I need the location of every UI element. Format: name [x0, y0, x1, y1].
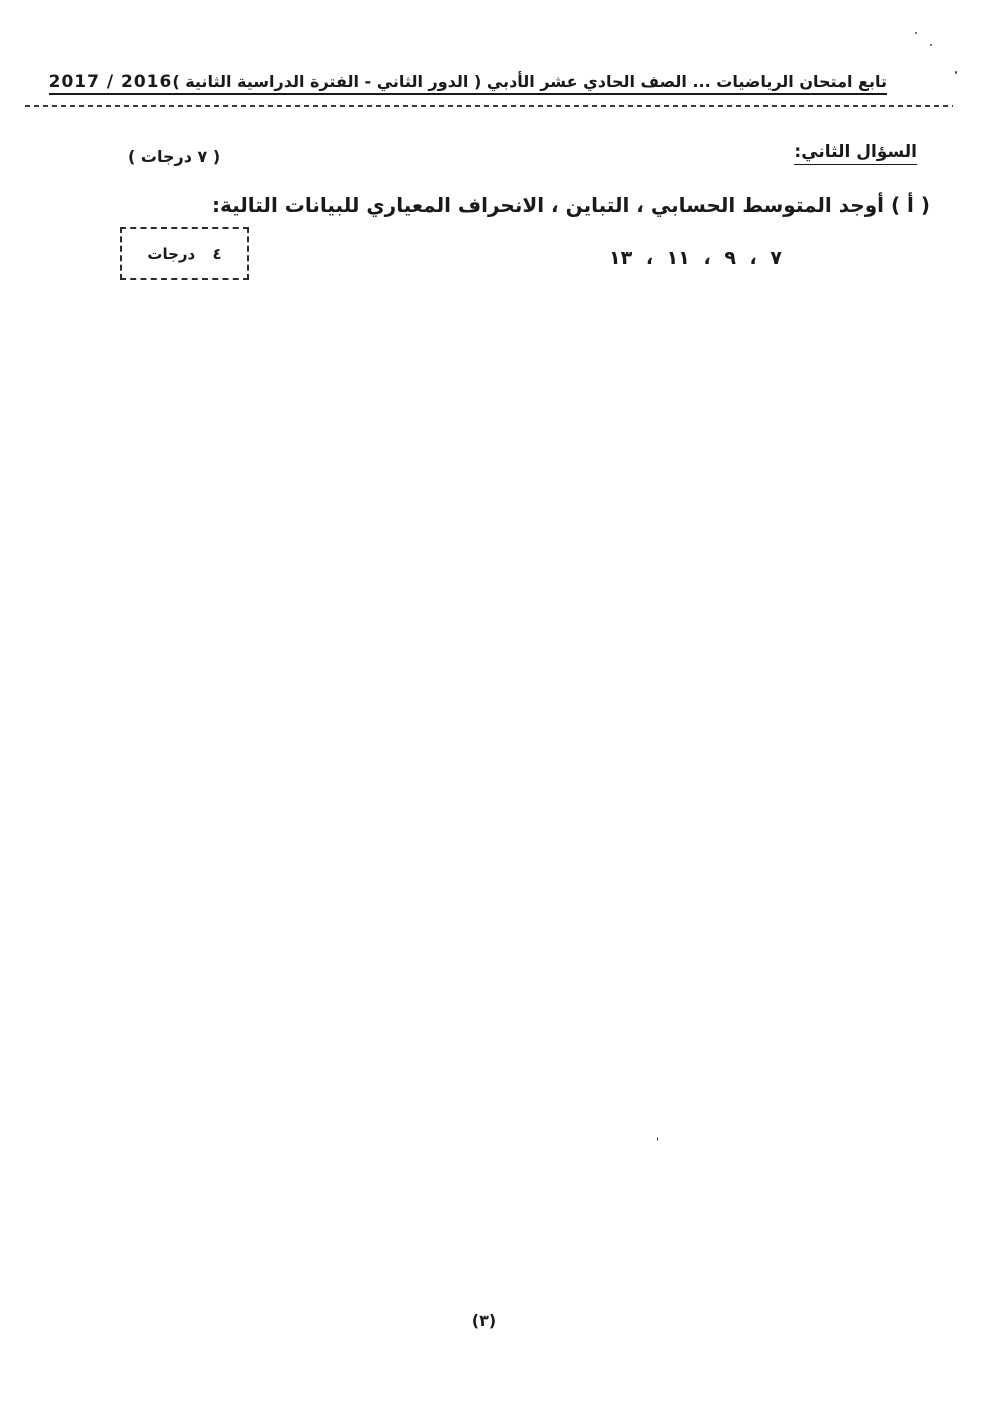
page-number: (٣) — [471, 1311, 497, 1330]
scan-noise-speck — [930, 44, 932, 46]
header-exam-title: تابع امتحان الرياضيات ... الصف الحادي عشر الأدبي ( الدور الثاني - الفترة الدراسية الثانية ) — [172, 72, 887, 95]
scan-noise-speck — [955, 71, 957, 74]
header-academic-year: 2017 / 2016 — [49, 72, 173, 95]
question-part-a-text: ( أ ) أوجد المتوسط الحسابي ، التباين ، الانحراف المعياري للبيانات التالية: — [211, 193, 930, 217]
question-total-marks: ( ٧ درجات ) — [128, 147, 221, 166]
part-a-marks-label: ٤ درجات — [147, 244, 222, 263]
scan-noise-speck — [657, 1137, 658, 1141]
question-data-values: ٧ ، ٩ ، ١١ ، ١٣ — [609, 247, 782, 269]
scan-noise-speck — [915, 32, 917, 34]
part-a-marks-box — [120, 227, 249, 280]
header-divider-line — [25, 105, 953, 107]
question-two-heading: السؤال الثاني: — [794, 142, 917, 165]
page-header — [48, 72, 887, 95]
